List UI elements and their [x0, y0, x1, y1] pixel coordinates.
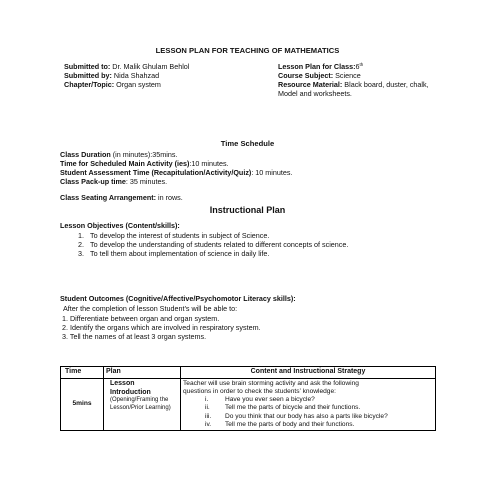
objectives-heading: Lesson Objectives (Content/skills): — [60, 221, 180, 230]
time-schedule — [60, 150, 450, 186]
submitted-by-line — [64, 71, 278, 80]
table-header-row — [61, 367, 436, 379]
outcomes-list — [60, 314, 261, 341]
packup-label: Class Pack-up time — [60, 177, 126, 186]
question-number: i. — [205, 396, 209, 404]
main-activity-value: :10 minutes. — [189, 159, 229, 168]
outcome-item: 3. Tell the names of at least 3 organ systems. — [62, 332, 207, 341]
objective-text: To develop the understanding of students related to different concepts of science. — [90, 240, 349, 249]
question-number: ii. — [205, 404, 210, 412]
submitted-to-label: Submitted to: — [64, 62, 111, 71]
question-item — [183, 413, 433, 421]
objective-item — [60, 240, 348, 249]
class-label: Lesson Plan for Class: — [278, 62, 356, 71]
questions-list — [183, 396, 433, 429]
objective-text: To develop the interest of students in subject of Science. — [90, 231, 270, 240]
seating-label: Class Seating Arrangement: — [60, 193, 156, 202]
content-intro-2: questions in order to check the students’ knowledge: — [183, 387, 336, 395]
duration-label: Class Duration — [60, 150, 111, 159]
outcome-item: 2. Identify the organs which are involved in respiratory system. — [62, 323, 261, 332]
class-suffix: th — [359, 62, 364, 67]
outcome-item: 1. Differentiate between organ and organ system. — [62, 314, 220, 323]
info-left-column — [64, 62, 278, 98]
objectives-list — [60, 231, 348, 258]
packup-value: : 35 minutes. — [125, 177, 168, 186]
submitted-by-label: Submitted by: — [64, 71, 112, 80]
objective-number: 2. — [78, 240, 84, 249]
objective-text: To tell them about implementation of science in daily life. — [90, 249, 270, 258]
submitted-by-value: Nida Shahzad — [111, 71, 160, 80]
schedule-title: Time Schedule — [220, 139, 275, 148]
question-item — [183, 404, 433, 412]
question-text: Tell me the parts of bicycle and their functions. — [225, 404, 361, 412]
subject-label: Course Subject: — [278, 71, 334, 80]
plan-title-line-2: Introduction — [110, 388, 151, 396]
header-content: Content and Instructional Strategy — [181, 367, 436, 379]
material-label: Resource Material: — [278, 80, 343, 89]
objective-number: 1. — [78, 231, 84, 240]
objective-item — [60, 249, 348, 258]
header-time: Time — [61, 367, 104, 379]
question-number: iv. — [205, 420, 212, 428]
document-title: LESSON PLAN FOR TEACHING OF MATHEMATICS — [155, 46, 340, 55]
material-value: Black board, duster, chalk, Model and worksheets. — [278, 80, 429, 98]
submitted-to-line — [64, 62, 278, 71]
submitted-to-value: Dr. Malik Ghulam Behlol — [110, 62, 190, 71]
assessment-label: Student Assessment Time (Recapitulation/Activity/Quiz) — [60, 168, 252, 177]
assessment-line — [60, 168, 450, 177]
header-plan: Plan — [104, 367, 181, 379]
strategy-table — [60, 366, 436, 431]
class-value: 6 — [355, 62, 360, 71]
objective-item — [60, 231, 348, 240]
question-item — [183, 396, 433, 404]
main-activity-label: Time for Scheduled Main Activity (ies) — [60, 159, 190, 168]
subject-line — [278, 71, 444, 80]
duration-line — [60, 150, 450, 159]
seating-value: in rows. — [156, 193, 183, 202]
outcomes-heading: Student Outcomes (Cognitive/Affective/Psychomotor Literacy skills): — [60, 294, 296, 303]
topic-line — [64, 80, 278, 89]
time-cell: 5mins — [61, 378, 104, 430]
table-row — [61, 378, 436, 430]
outcomes-intro: After the completion of lesson Student’s will be able to: — [63, 304, 238, 313]
question-number: iii. — [205, 412, 212, 420]
topic-label: Chapter/Topic: — [64, 80, 115, 89]
material-line — [278, 80, 444, 98]
instructional-plan-title: Instructional Plan — [209, 205, 286, 215]
content-intro-1: Teacher will use brain storming activity and ask the following — [183, 379, 359, 387]
main-activity-line — [60, 159, 450, 168]
question-text: Do you think that our body has also a parts like bicycle? — [225, 412, 388, 420]
lesson-info — [64, 62, 444, 98]
class-line — [278, 62, 444, 71]
question-text: Tell me the parts of body and their functions. — [225, 420, 355, 428]
question-item — [183, 421, 433, 429]
duration-value: (in minutes):35mins. — [110, 150, 178, 159]
topic-value: Organ system — [114, 80, 161, 89]
content-cell — [181, 378, 436, 430]
info-right-column — [278, 62, 444, 98]
subject-value: Science — [333, 71, 361, 80]
plan-title-line-1: Lesson — [110, 379, 135, 387]
objective-number: 3. — [78, 249, 84, 258]
packup-line — [60, 177, 450, 186]
question-text: Have you ever seen a bicycle? — [225, 396, 315, 404]
seating-line — [60, 193, 183, 202]
plan-subtitle: (Opening/Framing the Lesson/Prior Learning) — [110, 397, 171, 411]
plan-cell — [104, 378, 181, 430]
assessment-value: : 10 minutes. — [251, 168, 293, 177]
